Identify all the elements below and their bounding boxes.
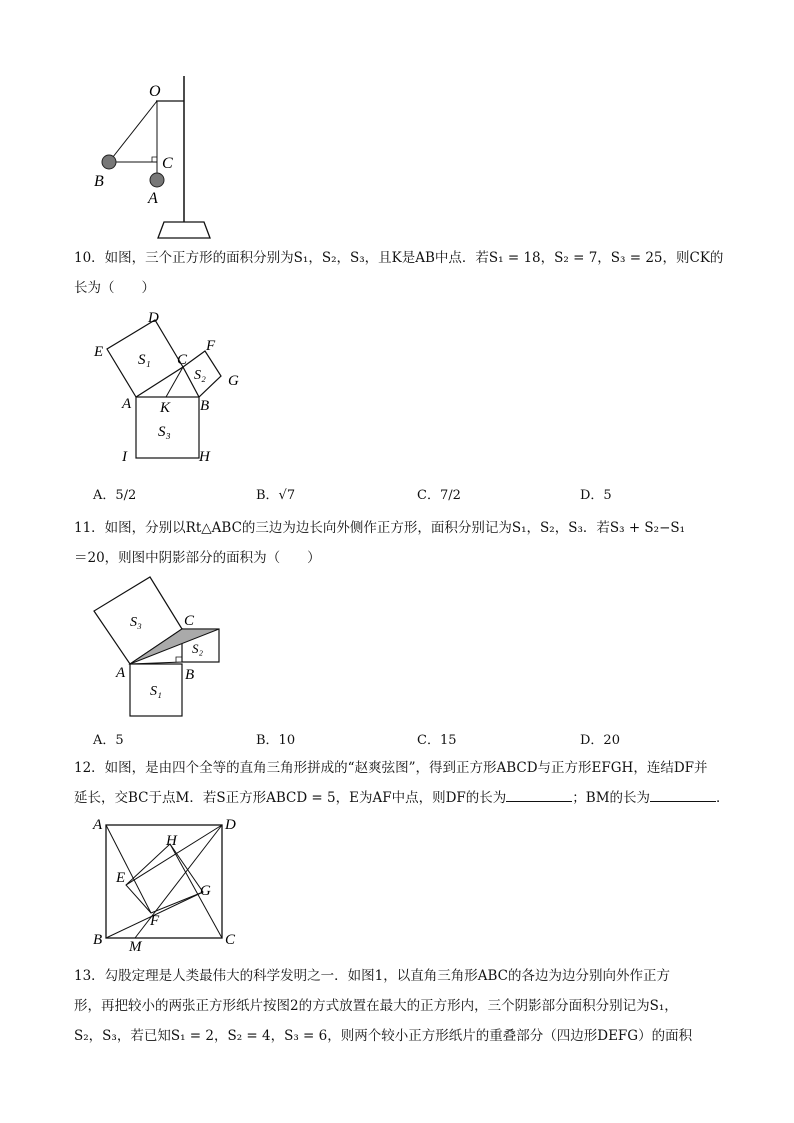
q10-option-d[interactable]: D．5 bbox=[580, 488, 612, 503]
label-g: G bbox=[200, 883, 211, 899]
segment-af bbox=[106, 825, 151, 913]
right-angle-mark bbox=[176, 657, 182, 662]
label-a: A bbox=[122, 396, 132, 412]
label-o: O bbox=[149, 83, 161, 100]
q13-line3: S₂，S₃，若已知S₁ = 2，S₂ = 4，S₃ = 6，则两个较小正方形纸片的重叠部分（四边形DEFG）的面积 bbox=[74, 1028, 693, 1044]
label-s2: S₂ bbox=[192, 641, 204, 656]
label-d: D bbox=[148, 310, 159, 326]
label-s3: S₃ bbox=[130, 615, 142, 630]
q11-option-a[interactable]: A．5 bbox=[93, 733, 124, 748]
label-e: E bbox=[116, 870, 126, 886]
label-s1: S₁ bbox=[150, 684, 162, 699]
q12-line2 bbox=[74, 783, 754, 813]
label-b: B bbox=[185, 667, 195, 683]
q10-line2: 长为（ ） bbox=[74, 280, 155, 296]
square-efgh bbox=[126, 844, 203, 913]
label-h: H bbox=[199, 449, 210, 465]
ball-a bbox=[150, 173, 164, 187]
q11-line1: 11．如图，分别以Rt△ABC的三边为边长向外侧作正方形，面积分别记为S₁，S₂，S₃．若S₃ + S₂−S₁ bbox=[74, 520, 686, 536]
q13-line2: 形，再把较小的两张正方形纸片按图2的方式放置在最大的正方形内，三个阴影部分面积分别记为S₁， bbox=[74, 998, 678, 1014]
label-b: B bbox=[200, 398, 210, 414]
segment-dm bbox=[135, 825, 222, 938]
label-a: A bbox=[148, 190, 158, 207]
pendulum-figure bbox=[84, 72, 224, 242]
label-i: I bbox=[122, 449, 127, 465]
label-h: H bbox=[166, 833, 177, 849]
label-s2: S₂ bbox=[194, 368, 206, 383]
label-f: F bbox=[206, 338, 216, 354]
q11-option-b[interactable]: B．10 bbox=[256, 733, 296, 748]
q10-option-b[interactable]: B．√7 bbox=[256, 488, 296, 503]
label-e: E bbox=[94, 344, 104, 360]
shaded-region bbox=[130, 629, 219, 664]
q10-figure bbox=[86, 306, 256, 466]
label-k: K bbox=[160, 400, 171, 416]
segment-ck bbox=[166, 367, 183, 397]
q13-line1: 13．勾股定理是人类最伟大的科学发明之一．如图1，以直角三角形ABC的各边为边分别向外作正方 bbox=[74, 968, 671, 984]
label-g: G bbox=[228, 373, 239, 389]
label-m: M bbox=[129, 939, 142, 953]
q11-line2: ＝20，则图中阴影部分的面积为（ ） bbox=[74, 550, 321, 566]
q11-option-d[interactable]: D．20 bbox=[580, 733, 620, 748]
label-d: D bbox=[225, 817, 236, 833]
label-c: C bbox=[225, 932, 236, 948]
label-c: C bbox=[177, 352, 188, 368]
q12-line2-part2: ；BM的长为 bbox=[572, 790, 651, 806]
ball-b bbox=[102, 155, 116, 169]
q11-figure bbox=[86, 573, 236, 721]
label-a: A bbox=[116, 665, 126, 681]
answer-blank-df[interactable] bbox=[506, 787, 572, 802]
q10-option-a[interactable]: A．5/2 bbox=[93, 488, 137, 503]
q12-line2-part1: 延长，交BC于点M．若S正方形ABCD = 5，E为AF中点，则DF的长为 bbox=[74, 790, 507, 806]
q12-line2-part3: ． bbox=[716, 790, 730, 806]
q12-figure bbox=[88, 813, 248, 953]
pendulum-base bbox=[158, 222, 210, 238]
label-s1: S₁ bbox=[138, 352, 151, 368]
label-b: B bbox=[94, 173, 104, 190]
label-f: F bbox=[150, 913, 160, 929]
label-s3: S₃ bbox=[158, 424, 171, 440]
string-ob bbox=[109, 101, 157, 162]
label-a: A bbox=[93, 817, 103, 833]
label-c: C bbox=[162, 155, 173, 172]
q12-line1: 12．如图，是由四个全等的直角三角形拼成的“赵爽弦图”，得到正方形ABCD与正方形EFGH，连结DF并 bbox=[74, 760, 708, 776]
right-angle-mark bbox=[152, 157, 157, 162]
q11-option-c[interactable]: C．15 bbox=[417, 733, 457, 748]
answer-blank-bm[interactable] bbox=[650, 787, 716, 802]
q10-line1: 10．如图，三个正方形的面积分别为S₁，S₂，S₃，且K是AB中点．若S₁ = 18，S₂ = 7，S₃ = 25，则CK的 bbox=[74, 250, 724, 266]
q10-option-c[interactable]: C．7/2 bbox=[417, 488, 461, 503]
label-c: C bbox=[184, 613, 195, 629]
label-b: B bbox=[93, 932, 103, 948]
